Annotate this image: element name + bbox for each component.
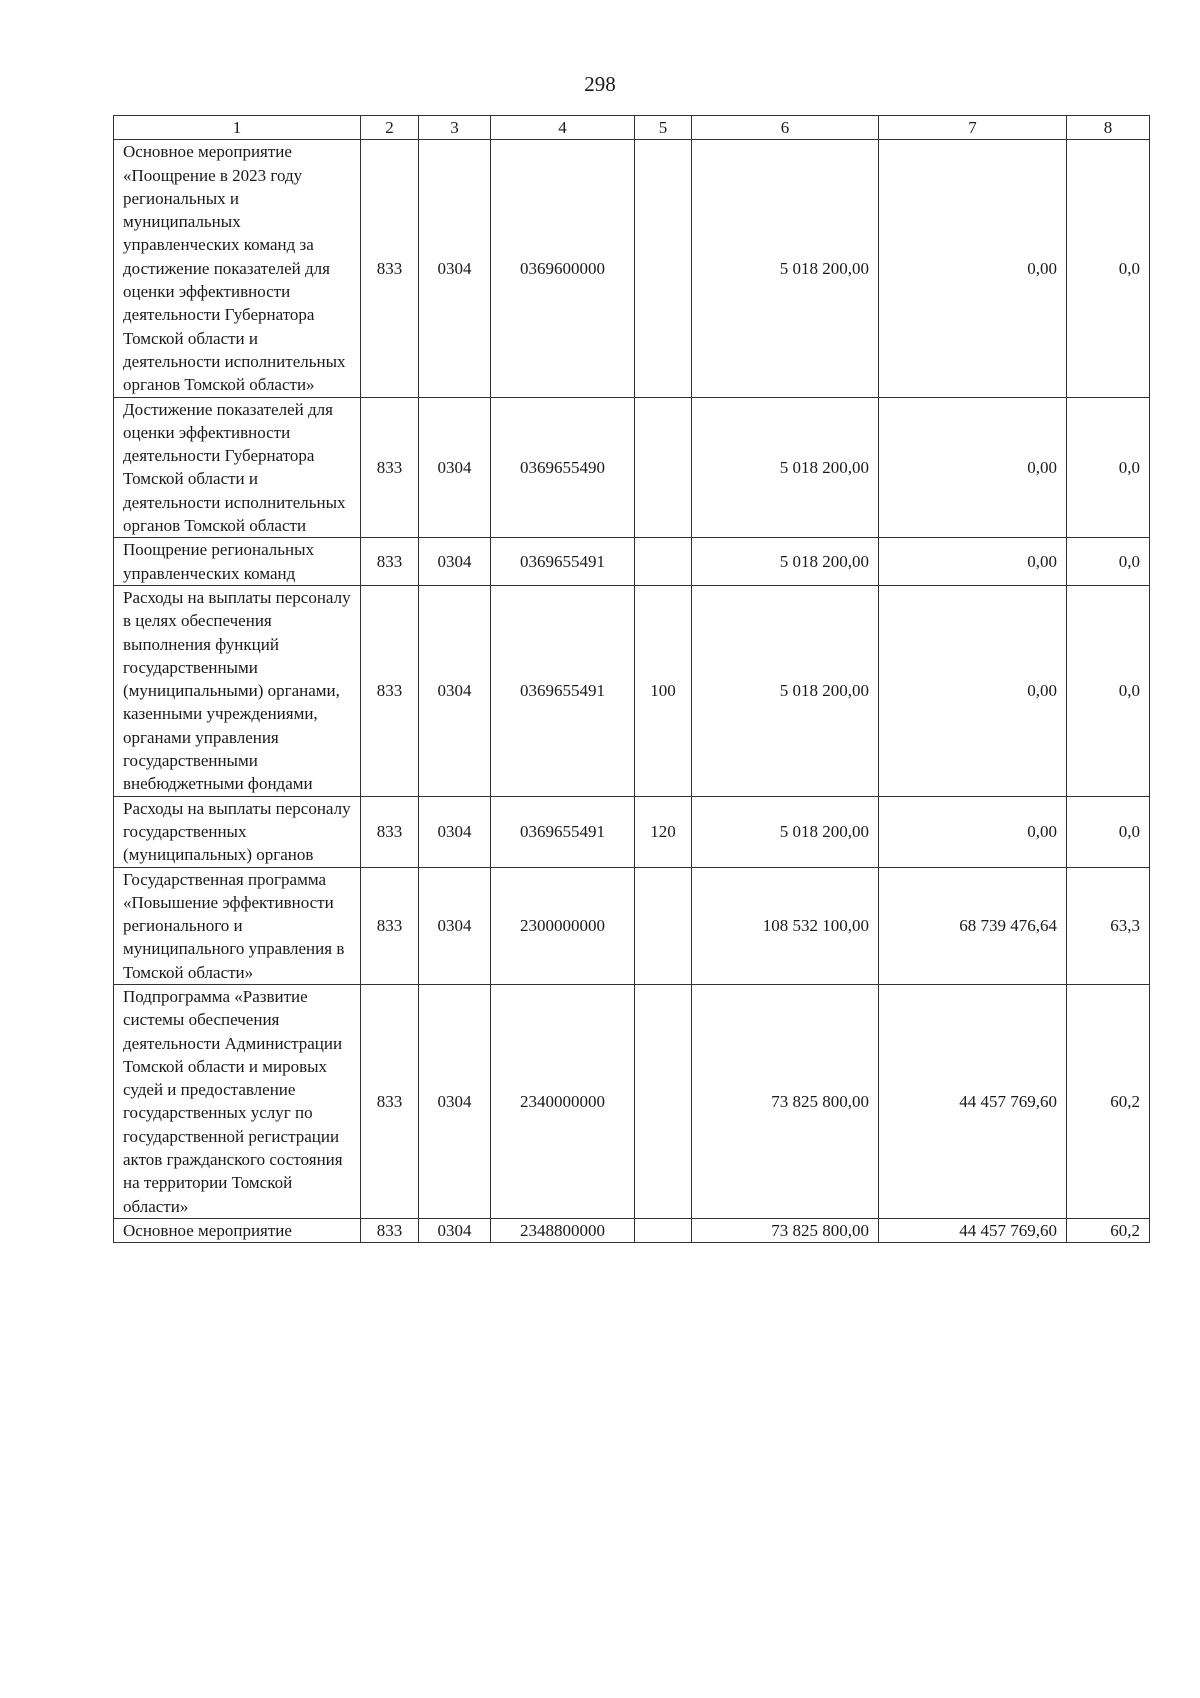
row-col-8: 0,0 <box>1067 140 1150 397</box>
row-col-3: 0304 <box>419 796 491 867</box>
row-col-4: 2300000000 <box>491 867 635 984</box>
row-name: Расходы на выплаты персоналу государственных (муниципальных) органов <box>114 796 361 867</box>
row-col-8: 0,0 <box>1067 397 1150 538</box>
row-col-8: 60,2 <box>1067 984 1150 1218</box>
header-col-7: 7 <box>879 116 1067 140</box>
row-col-3: 0304 <box>419 538 491 586</box>
row-col-6: 5 018 200,00 <box>692 796 879 867</box>
row-col-5: 120 <box>635 796 692 867</box>
row-col-2: 833 <box>361 984 419 1218</box>
row-col-2: 833 <box>361 140 419 397</box>
row-col-7: 44 457 769,60 <box>879 1218 1067 1242</box>
table-row <box>114 984 1150 1218</box>
row-col-4: 2340000000 <box>491 984 635 1218</box>
header-col-6: 6 <box>692 116 879 140</box>
row-name: Основное мероприятие <box>114 1218 361 1242</box>
row-col-6: 5 018 200,00 <box>692 140 879 397</box>
row-col-3: 0304 <box>419 397 491 538</box>
table-row <box>114 867 1150 984</box>
row-col-6: 73 825 800,00 <box>692 984 879 1218</box>
row-col-7: 0,00 <box>879 796 1067 867</box>
row-col-2: 833 <box>361 867 419 984</box>
table-row <box>114 1218 1150 1242</box>
row-name: Достижение показателей для оценки эффективности деятельности Губернатора Томской области и деятельности исполнительных органов Томской области <box>114 397 361 538</box>
row-col-5 <box>635 867 692 984</box>
table-row <box>114 585 1150 796</box>
row-name: Поощрение региональных управленческих команд <box>114 538 361 586</box>
row-col-4: 0369655491 <box>491 796 635 867</box>
row-col-7: 68 739 476,64 <box>879 867 1067 984</box>
row-col-7: 0,00 <box>879 585 1067 796</box>
row-col-5: 100 <box>635 585 692 796</box>
row-col-5 <box>635 397 692 538</box>
table-row <box>114 538 1150 586</box>
row-col-6: 5 018 200,00 <box>692 397 879 538</box>
row-col-4: 0369655491 <box>491 538 635 586</box>
row-col-8: 0,0 <box>1067 538 1150 586</box>
header-col-5: 5 <box>635 116 692 140</box>
row-col-2: 833 <box>361 538 419 586</box>
row-col-4: 0369655491 <box>491 585 635 796</box>
row-col-7: 44 457 769,60 <box>879 984 1067 1218</box>
row-col-3: 0304 <box>419 585 491 796</box>
row-col-7: 0,00 <box>879 140 1067 397</box>
row-col-4: 0369600000 <box>491 140 635 397</box>
row-col-6: 5 018 200,00 <box>692 538 879 586</box>
row-col-8: 63,3 <box>1067 867 1150 984</box>
table-row <box>114 397 1150 538</box>
row-col-8: 60,2 <box>1067 1218 1150 1242</box>
row-col-2: 833 <box>361 796 419 867</box>
row-col-4: 0369655490 <box>491 397 635 538</box>
header-col-3: 3 <box>419 116 491 140</box>
header-col-4: 4 <box>491 116 635 140</box>
row-name: Основное мероприятие «Поощрение в 2023 году региональных и муниципальных управленческих команд за достижение показателей для оценки эффективности деятельности Губернатора Томской области и деятельности исполнительных органов Томской области» <box>114 140 361 397</box>
row-col-8: 0,0 <box>1067 585 1150 796</box>
header-col-8: 8 <box>1067 116 1150 140</box>
header-col-2: 2 <box>361 116 419 140</box>
header-row <box>114 116 1150 140</box>
row-col-3: 0304 <box>419 1218 491 1242</box>
page-number: 298 <box>584 72 616 96</box>
row-col-2: 833 <box>361 397 419 538</box>
row-col-5 <box>635 1218 692 1242</box>
row-col-3: 0304 <box>419 867 491 984</box>
row-col-8: 0,0 <box>1067 796 1150 867</box>
row-col-2: 833 <box>361 585 419 796</box>
table-row <box>114 140 1150 397</box>
row-col-6: 5 018 200,00 <box>692 585 879 796</box>
row-name: Подпрограмма «Развитие системы обеспечения деятельности Администрации Томской области и мировых судей и предоставление государственных услуг по государственной регистрации актов гражданского состояния на территории Томской области» <box>114 984 361 1218</box>
row-name: Государственная программа «Повышение эффективности регионального и муниципального управления в Томской области» <box>114 867 361 984</box>
row-col-6: 108 532 100,00 <box>692 867 879 984</box>
budget-table <box>113 115 1150 1243</box>
header-col-1: 1 <box>114 116 361 140</box>
row-col-5 <box>635 140 692 397</box>
row-col-5 <box>635 538 692 586</box>
row-col-7: 0,00 <box>879 397 1067 538</box>
row-col-2: 833 <box>361 1218 419 1242</box>
table-row <box>114 796 1150 867</box>
row-col-3: 0304 <box>419 984 491 1218</box>
row-col-5 <box>635 984 692 1218</box>
row-name: Расходы на выплаты персоналу в целях обеспечения выполнения функций государственными (муниципальными) органами, казенными учреждениями, органами управления государственными внебюджетными фондами <box>114 585 361 796</box>
row-col-4: 2348800000 <box>491 1218 635 1242</box>
row-col-6: 73 825 800,00 <box>692 1218 879 1242</box>
row-col-7: 0,00 <box>879 538 1067 586</box>
row-col-3: 0304 <box>419 140 491 397</box>
